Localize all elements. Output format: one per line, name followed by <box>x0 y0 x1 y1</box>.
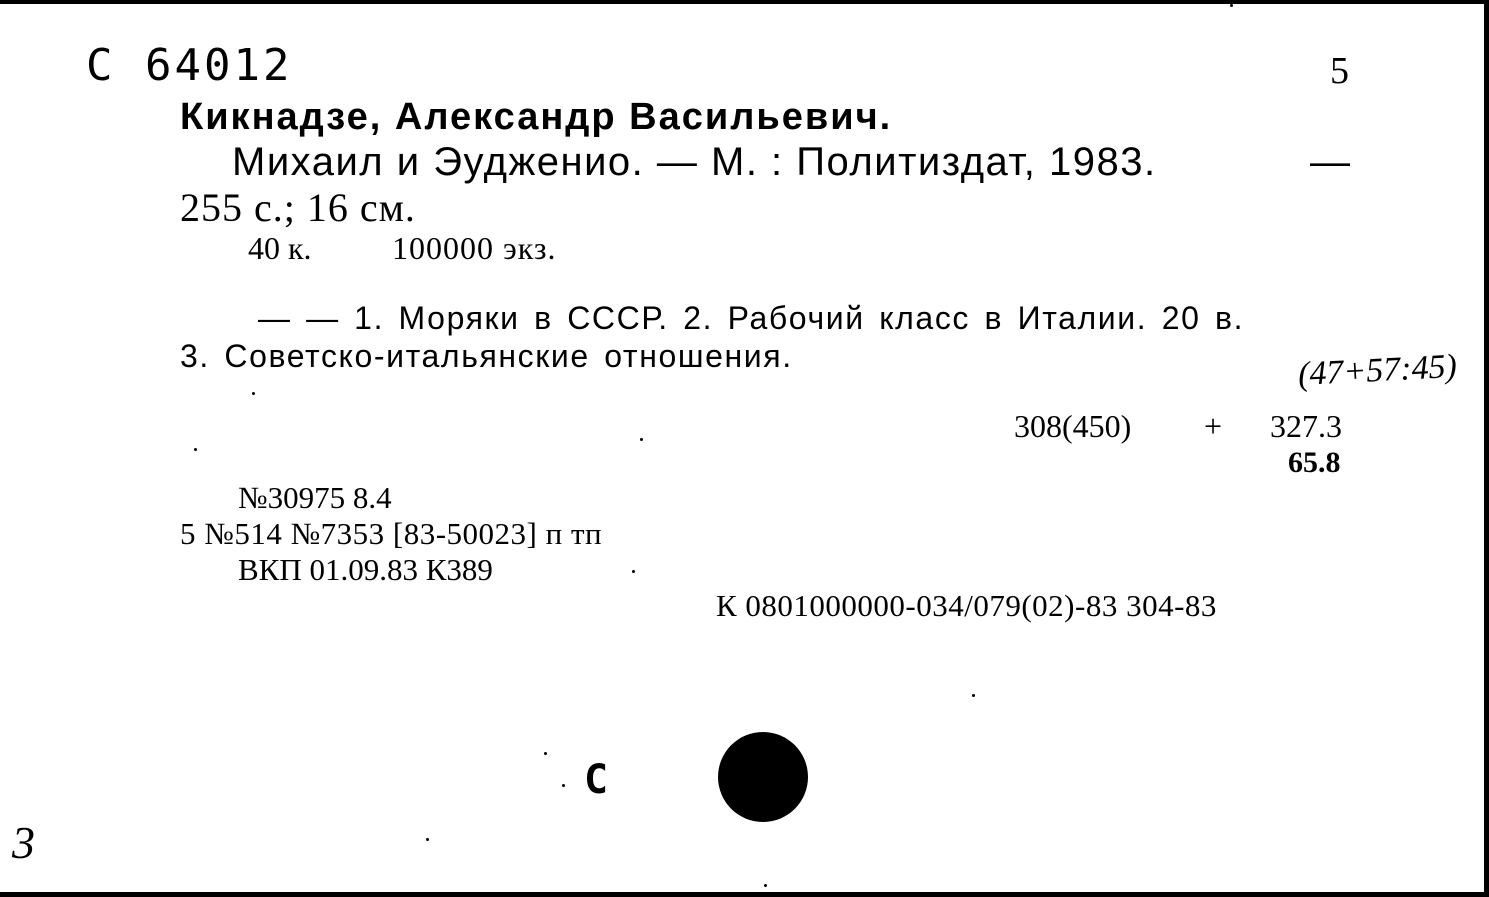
accession-line-2: 5 №514 №7353 [83-50023] п тп <box>180 516 603 551</box>
card-right-edge <box>1484 0 1489 897</box>
call-number: С 64012 <box>86 40 293 91</box>
copy-count: 5 <box>1330 50 1349 92</box>
speck <box>426 838 429 841</box>
corner-mark: 3 <box>12 817 35 868</box>
speck <box>764 884 767 887</box>
subject-headings-line-1: — — 1. Моряки в СССР. 2. Рабочий класс в Италии. 20 в. <box>258 300 1245 336</box>
speck <box>544 752 547 755</box>
speck <box>1230 4 1233 7</box>
accession-line-1: №30975 8.4 <box>238 480 392 515</box>
speck <box>562 784 565 787</box>
card-top-edge <box>0 0 1489 4</box>
title-statement-dash: — <box>1310 140 1350 184</box>
print-run: 100000 экз. <box>392 230 557 266</box>
control-number: К 0801000000-034/079(02)-83 304-83 <box>716 588 1217 623</box>
handwritten-note: (47+57:45) <box>1297 347 1458 394</box>
subject-headings-line-2: 3. Советско-итальянские отношения. <box>180 338 793 374</box>
accession-line-3: ВКП 01.09.83 К389 <box>238 552 493 587</box>
card-bottom-edge <box>0 892 1489 897</box>
title-statement: Михаил и Эудженио. — М. : Политиздат, 1983. <box>232 140 1157 184</box>
speck <box>972 694 975 697</box>
classification-udc-2: 327.3 <box>1270 408 1342 444</box>
department-letter: С <box>584 757 609 803</box>
classification-udc: 308(450) <box>1014 408 1132 444</box>
speck <box>640 438 643 441</box>
classification-bbk: 65.8 <box>1288 446 1341 479</box>
author-heading: Кикнадзе, Александр Васильевич. <box>180 96 893 138</box>
classification-plus: + <box>1204 408 1223 444</box>
speck <box>194 448 197 451</box>
punch-hole <box>718 732 808 822</box>
physical-description: 255 с.; 16 см. <box>180 185 416 230</box>
price: 40 к. <box>248 230 312 266</box>
speck <box>252 392 255 395</box>
speck <box>632 570 635 573</box>
